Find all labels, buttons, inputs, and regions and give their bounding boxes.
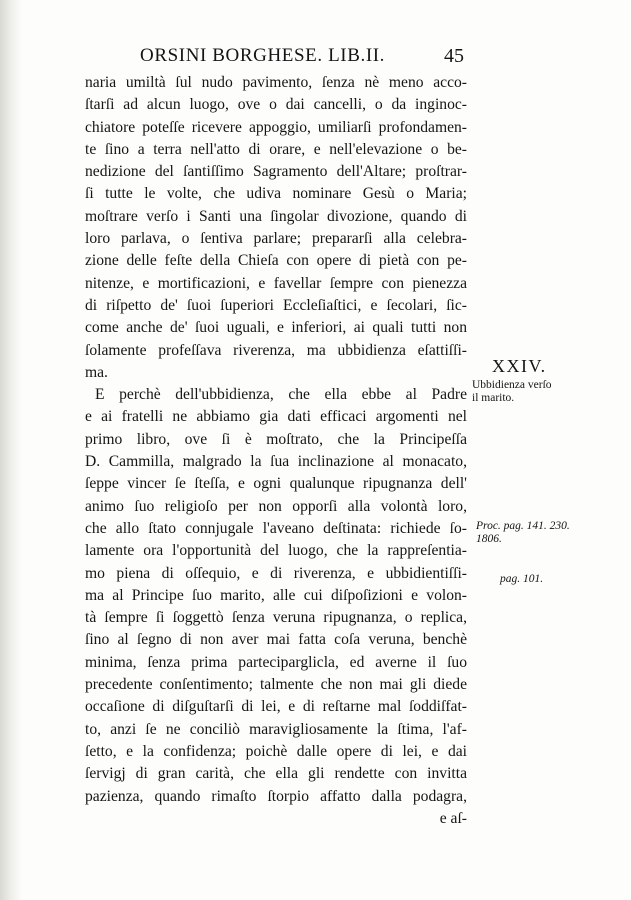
text-line: lamente ora l'opportunità del luogo, che la rappreſentia- <box>85 542 467 560</box>
citation-note: pag. 101. <box>500 573 544 585</box>
text-line: zione delle feſte della Chieſa con opere di pietà con pe- <box>85 252 467 270</box>
citation-note: 1806. <box>476 533 502 545</box>
text-line: ma. <box>85 363 108 381</box>
text-line: ſeppe vincer ſe ſteſſa, e ogni qualunque ripugnanza dell' <box>85 475 467 493</box>
text-line: come anche de' ſuoi uguali, e inferiori, ai quali tutti non <box>85 319 467 337</box>
paragraph-start-line: E perchè dell'ubbidienza, che ella ebbe al Padre <box>95 386 467 404</box>
text-line: moſtrare verſo i Santi una ſingolar divozione, quando di <box>85 207 467 225</box>
text-line: nedizione del ſantiſſimo Sagramento dell'Altare; proſtrar- <box>85 163 467 181</box>
text-line: occaſione di diſguſtarſi di lei, e di reſtarne mal ſoddiſfat- <box>85 698 467 716</box>
text-line: mo piena di oſſequio, e di riverenza, e ubbidientiſſi- <box>85 564 467 582</box>
text-line: ſtarſi ad alcun luogo, ove o dai cancelli, o da inginoc- <box>85 96 467 114</box>
page-number: 45 <box>444 45 464 67</box>
text-line: ſolamente profeſſava riverenza, ma ubbidienza eſattiſſi- <box>85 341 467 359</box>
section-note: Ubbidienza verſo <box>472 379 552 391</box>
text-line: naria umiltà ſul nudo pavimento, ſenza nè meno acco- <box>85 74 467 91</box>
text-line: tà ſempre ſi ſoggettò ſenza veruna ripugnanza, o replica, <box>85 609 467 627</box>
text-line: e ai fratelli ne abbiamo gia dati efficaci argomenti nel <box>85 408 467 426</box>
catchword: e aſ- <box>439 809 467 827</box>
text-line: chiatore poteſſe ricevere appoggio, umiliarſi profondamen- <box>85 118 467 136</box>
text-line: D. Cammilla, malgrado la ſua inclinazione al monacato, <box>85 453 467 471</box>
text-line: che allo ſtato connjugale l'aveano deſtinata: richiede ſo- <box>85 519 467 537</box>
body-text <box>85 72 467 830</box>
section-note: il marito. <box>472 392 515 404</box>
text-line: ſi tutte le volte, che udiva nominare Gesù o Maria; <box>85 185 467 203</box>
text-line: loro parlava, o ſentiva parlare; prepararſi alla celebra- <box>85 230 467 248</box>
text-line: primo libro, ove ſi è moſtrato, che la Principeſſa <box>85 430 467 448</box>
citation-note: Proc. pag. 141. 230. <box>476 520 570 532</box>
text-line: ma al Principe ſuo marito, alle cui diſpoſizioni e volon- <box>85 586 467 604</box>
text-line: precedente conſentimento; talmente che non mai gli diede <box>85 676 467 694</box>
text-line: nitenze, e mortificazioni, e favellar ſempre con pienezza <box>85 274 467 292</box>
text-line: ſino al ſegno di non aver mai fatta coſa veruna, benchè <box>85 631 467 649</box>
section-numeral: XXIV. <box>492 356 547 376</box>
text-line: ſetto, e la confidenza; poichè dalle opere di lei, e dai <box>85 742 467 760</box>
text-line: di riſpetto de' ſuoi ſuperiori Eccleſiaſtici, e ſecolari, ſic- <box>85 296 467 314</box>
binding-gutter <box>0 0 22 900</box>
running-head: ORSINI BORGHESE. LIB.II. <box>140 45 386 66</box>
text-line: to, anzi ſe ne conciliò maravigliosamente la ſtima, l'af- <box>85 720 467 738</box>
text-line: animo ſuo religioſo per non opporſi alla volontà loro, <box>85 497 467 515</box>
text-line: ſervigj di gran carità, che ella gli rendette con invitta <box>85 765 467 783</box>
text-line: pazienza, quando rimaſto ſtorpio affatto dalla podagra, <box>85 787 467 805</box>
text-line: minima, ſenza prima parteciparglicla, ed averne il ſuo <box>85 653 467 671</box>
text-line: te ſino a terra nell'atto di orare, e nell'elevazione o be- <box>85 140 467 158</box>
